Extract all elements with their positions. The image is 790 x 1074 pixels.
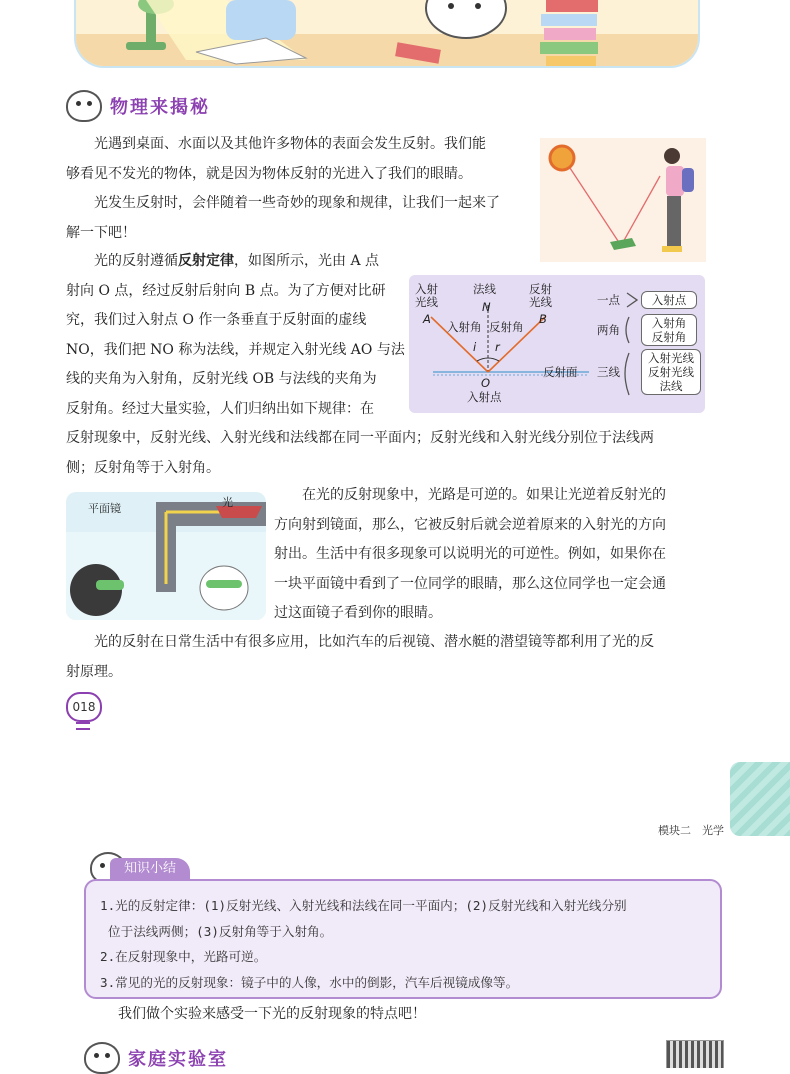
pill-three-lines [641, 349, 701, 395]
pill-item: 法线 [659, 379, 683, 393]
cat-mascot-icon [66, 90, 102, 122]
label-angle-reflection: 反射角 [489, 320, 524, 334]
text-line: 够看见不发光的物体，就是因为物体反射的光进入了我们的眼睛。 [66, 165, 472, 182]
label-plane-mirror: 平面镜 [88, 502, 121, 515]
label-point-a: A [423, 312, 431, 326]
study-scene-illustration [76, 0, 698, 66]
label-incident-point: 入射点 [467, 390, 502, 404]
text-line: 侧；反射角等于入射角。 [66, 459, 220, 476]
pill-item: 入射光线 [648, 351, 694, 365]
pill-item: 反射光线 [648, 365, 694, 379]
brace-icon [627, 293, 637, 307]
text-line: 线的夹角为入射角，反射光线 OB 与法线的夹角为 [66, 371, 377, 387]
label-angle-i: i [473, 340, 477, 354]
knowledge-summary-box [84, 879, 722, 999]
label-point-b: B [539, 312, 547, 326]
experiment-intro [90, 1000, 710, 1030]
book-stack-icon [546, 0, 598, 12]
child-icon [226, 0, 296, 40]
reflection-law-term: 反射定律 [178, 253, 234, 269]
periscope-illustration [66, 492, 266, 620]
text-line: 解一下吧！ [66, 224, 136, 241]
summary-tab: 知识小结 [110, 858, 190, 880]
section-title: 家庭实验室 [128, 1049, 228, 1070]
label-point-n: N [482, 300, 491, 314]
section-heading-home-lab [84, 1042, 228, 1074]
text-line: 射向 O 点，经过反射后射向 B 点。为了方便对比研 [66, 282, 386, 299]
chapter-side-tab [730, 762, 790, 836]
label-point-o: O [481, 376, 491, 390]
text-line: 反射角。经过大量实验，人们归纳出如下规律：在 [66, 400, 374, 417]
label-reflecting-surface: 反射面 [543, 365, 578, 379]
pill-two-angles [641, 314, 697, 346]
pill-item: 反射角 [651, 330, 687, 344]
page-number: 018 [66, 692, 102, 722]
label-angle-incidence: 入射角 [447, 320, 482, 334]
label-reflected-ray: 反射 光线 [529, 282, 552, 309]
text-line: 一块平面镜中看到了一位同学的眼睛，那么这位同学也一定会通 [274, 575, 666, 592]
backpack-icon [682, 168, 694, 192]
text-line: 射原理。 [66, 663, 122, 680]
text-line [66, 247, 406, 277]
label-light: 光 [222, 496, 233, 509]
text-span: ，如图所示，光由 A 点 [234, 253, 380, 269]
top-illustration [74, 0, 700, 68]
paragraph-reversibility [274, 481, 706, 629]
label-incident-ray: 入射 光线 [415, 282, 438, 309]
summary-line: 位于法线两侧；(3)反射角等于入射角。 [108, 923, 333, 939]
label-three-lines: 三线 [597, 365, 620, 379]
label-one-point: 一点 [597, 293, 620, 307]
paragraph-intro [66, 130, 536, 248]
summary-line: 1.光的反射定律：(1)反射光线、入射光线和法线在同一平面内；(2)反射光线和入射光线分别 [100, 898, 627, 913]
label-normal: 法线 [473, 282, 496, 296]
girl-icon [664, 148, 680, 164]
book-icon [610, 238, 636, 250]
brace-icon [625, 353, 629, 395]
paragraph-applications [66, 628, 706, 687]
paragraph-reflection-law [66, 247, 406, 424]
text-line: 射出。生活中有很多现象可以说明光的可逆性。例如，如果你在 [274, 546, 666, 562]
text-line: 过这面镜子看到你的眼睛。 [274, 605, 442, 621]
summary-line: 2.在反射现象中，光路可逆。 [100, 949, 267, 964]
text-line: 光发生反射时，会伴随着一些奇妙的现象和规律，让我们一起来了 [94, 195, 500, 211]
reflection-law-diagram [409, 275, 705, 413]
text-line: 究，我们过入射点 O 作一条垂直于反射面的虚线 [66, 312, 367, 328]
text-line: NO，我们把 NO 称为法线，并规定入射光线 AO 与法 [66, 341, 405, 358]
qr-code-icon [666, 1040, 724, 1068]
cat-mascot-icon [84, 1042, 120, 1074]
text-span: 光的反射遵循 [94, 253, 178, 269]
text-line: 我们做个实验来感受一下光的反射现象的特点吧！ [118, 1006, 426, 1022]
summary-line: 3.常见的光的反射现象：镜子中的人像，水中的倒影，汽车后视镜成像等。 [100, 974, 519, 990]
sun-icon [550, 146, 574, 170]
label-two-angles: 两角 [597, 323, 620, 337]
text-line: 光遇到桌面、水面以及其他许多物体的表面会发生反射。我们能 [94, 136, 486, 152]
section-heading-physics [66, 90, 210, 122]
brace-icon [626, 317, 629, 343]
text-line: 在光的反射现象中，光路是可逆的。如果让光逆着反射光的 [302, 487, 666, 503]
section-title: 物理来揭秘 [110, 97, 210, 118]
label-angle-r: r [495, 340, 500, 354]
reflection-illustration [540, 138, 706, 262]
running-header: 模块二 光学 [658, 824, 724, 837]
pill-item: 入射角 [651, 316, 687, 330]
text-line: 反射现象中，反射光线、入射光线和法线都在同一平面内；反射光线和入射光线分别位于法线两 [66, 430, 654, 446]
text-line: 方向射到镜面，那么，它被反射后就会逆着原来的入射光的方向 [274, 516, 666, 533]
paragraph-reflection-law-cont [66, 424, 706, 483]
text-line: 光的反射在日常生活中有很多应用，比如汽车的后视镜、潜水艇的潜望镜等都利用了光的反 [94, 634, 654, 650]
pill-incident-point: 入射点 [641, 291, 697, 309]
